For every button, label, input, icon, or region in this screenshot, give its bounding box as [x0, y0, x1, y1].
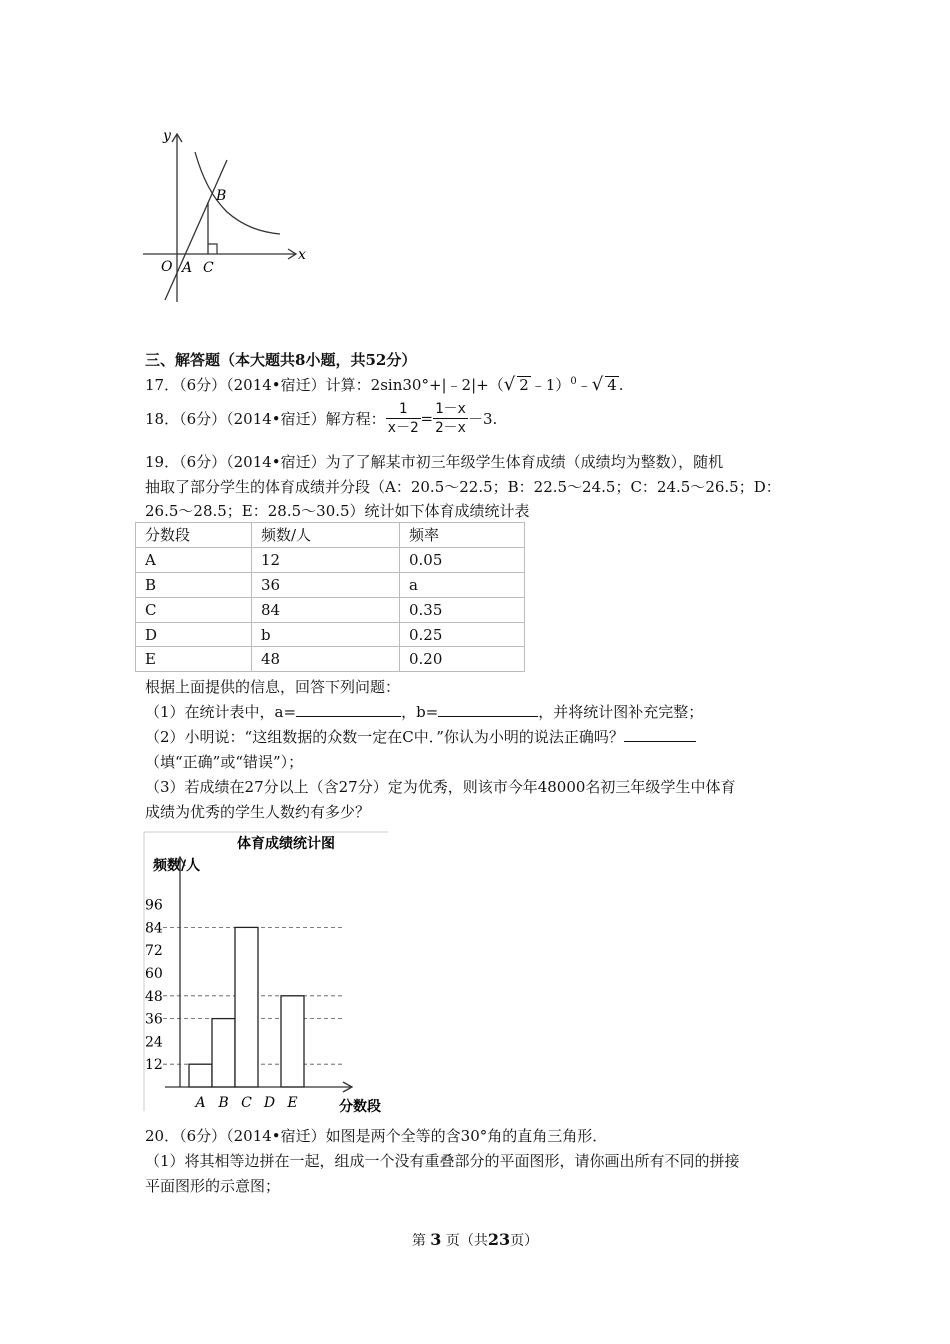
table-cell: E: [136, 647, 252, 672]
answer-blank-b[interactable]: [438, 702, 538, 717]
table-cell: 0.25: [400, 622, 525, 647]
q18-equals: =: [420, 409, 434, 428]
q18-tail: －3.: [467, 410, 498, 428]
footer-prefix: 第: [411, 1233, 426, 1249]
y-tick-label: 12: [145, 1057, 163, 1074]
q18-prefix: 18．（6分）（2014•宿迁）解方程：: [145, 410, 386, 428]
q18-frac2-den: 2－x: [435, 420, 466, 436]
q18-frac1-den: x－2: [387, 420, 419, 436]
q19-p1-a: （1）在统计表中，a=: [145, 703, 297, 721]
q20-line1: 20．（6分）（2014•宿迁）如图是两个全等的含30°角的直角三角形．: [145, 1127, 608, 1145]
q19-p3-b: 成绩为优秀的学生人数约有多少？: [145, 803, 371, 821]
q19-p1-c: ，并将统计图补充完整；: [538, 703, 704, 721]
table-cell: A: [136, 547, 252, 572]
table-row: [136, 647, 525, 672]
label-b: B: [216, 188, 227, 204]
bar-chart: [143, 828, 393, 1116]
table-header: 频率: [400, 523, 525, 548]
table-cell: 84: [252, 597, 400, 622]
linear-line: [165, 160, 227, 300]
y-tick-label: 60: [145, 966, 163, 982]
table-cell: 0.05: [400, 547, 525, 572]
y-tick-label: 48: [145, 988, 163, 1005]
q18-frac2-num: 1－x: [435, 401, 466, 417]
table-header-row: [136, 523, 525, 548]
footer-total-pages: 23: [487, 1230, 511, 1249]
q18-frac1-num: 1: [386, 400, 421, 419]
x-tick-label: C: [241, 1095, 252, 1111]
q19-line2: 抽取了部分学生的体育成绩并分段（A：20.5～22.5；B：22.5～24.5；C：24.5～26.5；D：: [145, 478, 781, 496]
y-tick-label: 36: [145, 1011, 163, 1028]
label-o: O: [161, 259, 173, 275]
table-cell: 0.20: [400, 647, 525, 672]
x-tick-label: A: [195, 1095, 206, 1111]
q17-end: .: [618, 376, 624, 394]
label-a: A: [182, 260, 193, 276]
q17-exponent: 0: [570, 376, 577, 387]
table-cell: 0.35: [400, 597, 525, 622]
table-header: 分数段: [136, 523, 252, 548]
chart-title: 体育成绩统计图: [237, 836, 335, 852]
table-row: [136, 622, 525, 647]
y-tick-label: 24: [145, 1034, 163, 1051]
table-row: [136, 597, 525, 622]
q18-fraction-1: [386, 400, 421, 437]
table-row: [136, 572, 525, 597]
y-tick-label: 72: [145, 943, 163, 960]
table-cell: C: [136, 597, 252, 622]
q17-mid: ﹣1）: [530, 376, 571, 394]
q19-p2-b: （填“正确”或“错误”）；: [145, 753, 304, 771]
bar-A: [189, 1064, 212, 1087]
q20-line3: 平面图形的示意图；: [145, 1177, 281, 1195]
footer-page-number: 3: [430, 1230, 442, 1249]
table-cell: 36: [252, 572, 400, 597]
bar-B: [212, 1019, 235, 1087]
y-tick-label: 84: [145, 920, 163, 937]
y-tick-label: 96: [145, 897, 163, 914]
q17-minus: ﹣: [576, 376, 592, 394]
q19-p3-a: （3）若成绩在27分以上（含27分）定为优秀，则该市今年48000名初三年级学生中体育: [145, 778, 736, 796]
table-cell: a: [400, 572, 525, 597]
q20-line2: （1）将其相等边拼在一起，组成一个没有重叠部分的平面图形，请你画出所有不同的拼接: [145, 1152, 740, 1170]
table-cell: B: [136, 572, 252, 597]
right-angle-mark: [208, 244, 217, 254]
q18-fraction-2: [433, 400, 468, 437]
q19-line1: 19．（6分）（2014•宿迁）为了了解某市初三年级学生体育成绩（成绩均为整数），随机: [145, 453, 724, 471]
footer-middle: 页（共: [445, 1233, 488, 1249]
table-cell: b: [252, 622, 400, 647]
q19-p2-a: （2）小明说：“这组数据的众数一定在C中．”你认为小明的说法正确吗？: [145, 728, 624, 746]
question-18: [145, 400, 497, 437]
q19-part1: [145, 701, 703, 722]
q17-sqrt-4: 4: [607, 376, 617, 394]
q17-prefix: 17．（6分）（2014•宿迁）计算：2sin30°+|﹣2|+（: [145, 376, 504, 394]
section-title: 三、解答题（本大题共8小题，共52分）: [145, 351, 417, 369]
table-cell: D: [136, 622, 252, 647]
bar-E: [281, 996, 304, 1087]
answer-blank-judgement[interactable]: [624, 727, 696, 742]
table-header: 频数/人: [252, 523, 400, 548]
question-17: 17．（6分）（2014•宿迁）计算：2sin30°+|﹣2|+（√ 2 ﹣1）$^0$﹣√ 4 .: [145, 374, 624, 395]
footer-suffix: 页）: [510, 1233, 539, 1249]
chart-ylabel: 频数/人: [153, 858, 201, 874]
chart-xlabel: 分数段: [339, 1099, 381, 1115]
frequency-table: [135, 522, 525, 672]
q19-line3: 26.5～28.5；E：28.5～30.5）统计如下体育成绩统计表: [145, 502, 530, 520]
table-cell: 48: [252, 647, 400, 672]
answer-blank-a[interactable]: [296, 702, 401, 717]
q17-sqrt-2: 2: [519, 376, 529, 394]
table-row: [136, 547, 525, 572]
q19-part2: [145, 726, 696, 747]
table-cell: 12: [252, 547, 400, 572]
x-tick-label: E: [287, 1095, 298, 1111]
label-y: y: [163, 128, 171, 144]
q19-p1-b: ，b=: [401, 703, 439, 721]
page-footer: [0, 1230, 950, 1250]
q19-intro: 根据上面提供的信息，回答下列问题：: [145, 678, 401, 696]
x-tick-label: B: [218, 1095, 229, 1111]
label-c: C: [203, 260, 214, 276]
function-graph: [135, 120, 315, 320]
bar-C: [235, 927, 258, 1087]
label-x: x: [298, 247, 306, 263]
x-tick-label: D: [263, 1095, 276, 1111]
